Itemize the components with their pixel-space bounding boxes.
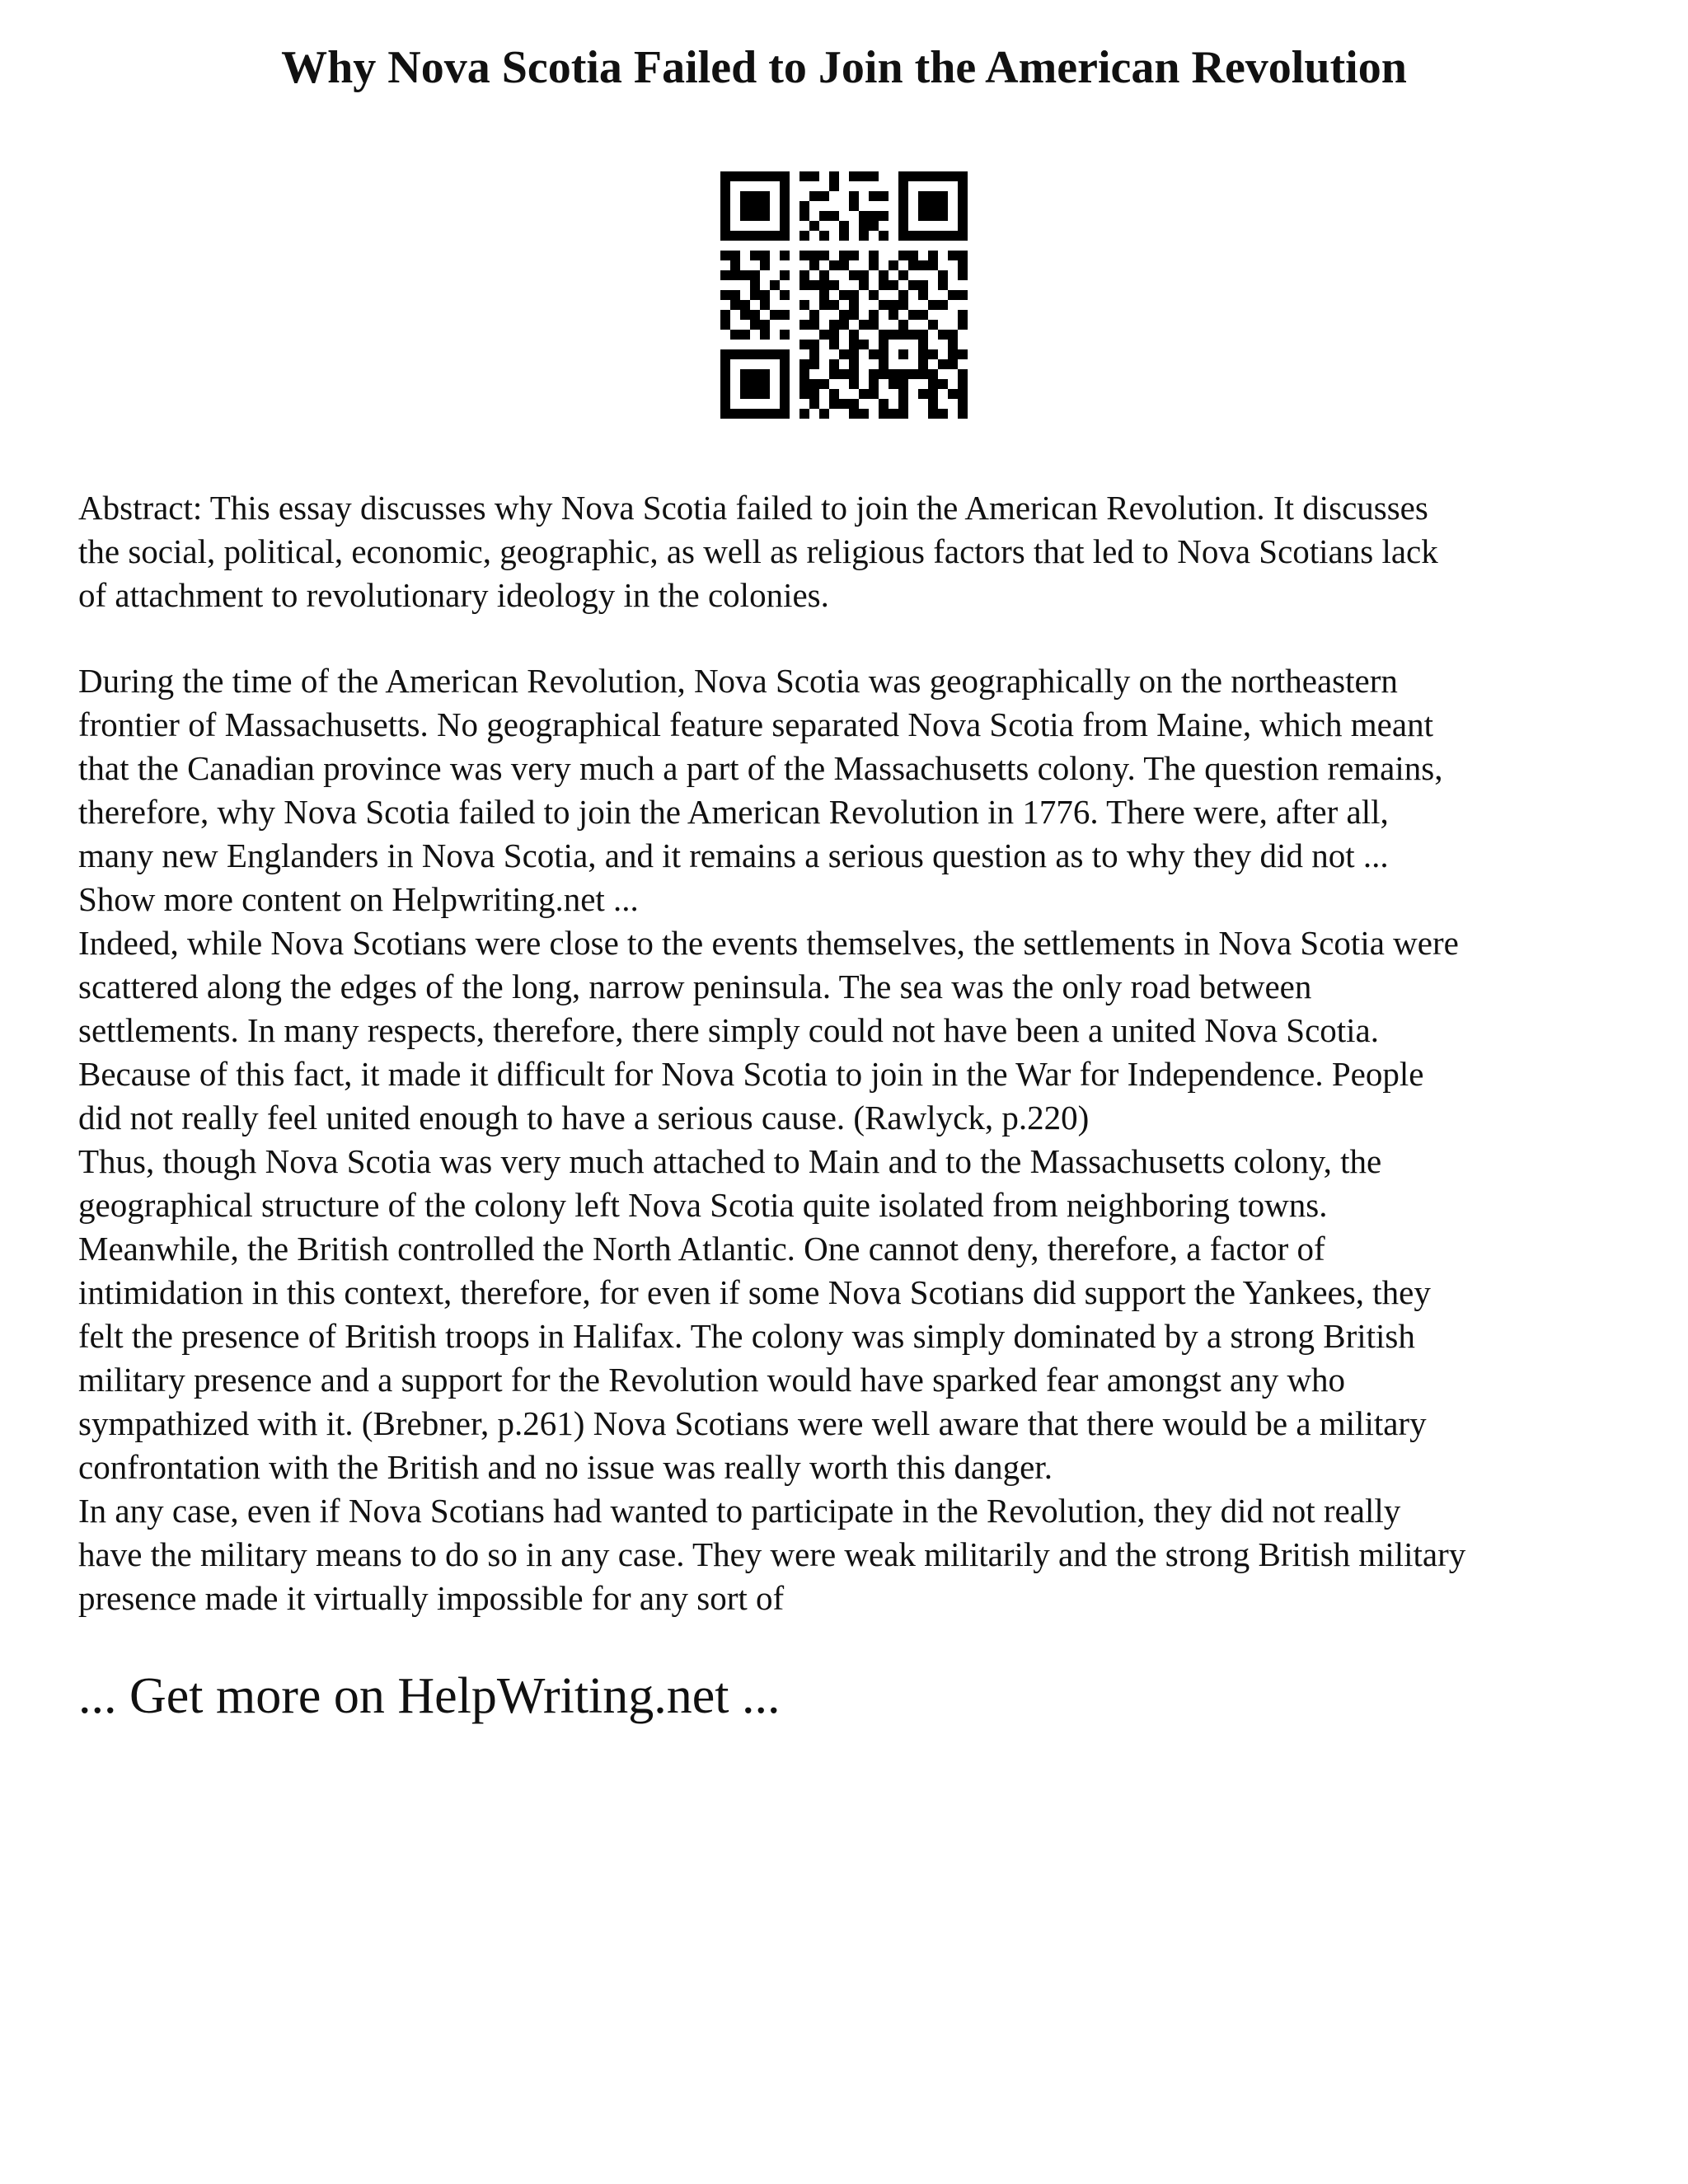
essay-line: many new Englanders in Nova Scotia, and it remains a serious question as to why they did not ... [78, 837, 1389, 874]
abstract-line: of attachment to revolutionary ideology in the colonies. [78, 576, 829, 614]
page-title: Why Nova Scotia Failed to Join the American Revolution [281, 42, 1407, 93]
abstract-line: the social, political, economic, geographic, as well as religious factors that led to Nova Scotians lack [78, 532, 1438, 570]
get-more-link[interactable]: ... Get more on HelpWriting.net ... [78, 1668, 781, 1724]
essay-line: confrontation with the British and no issue was really worth this danger. [78, 1448, 1053, 1486]
essay-line: Because of this fact, it made it difficult for Nova Scotia to join in the War for Independence. People [78, 1055, 1424, 1093]
essay-line: During the time of the American Revolution, Nova Scotia was geographically on the northeastern [78, 662, 1398, 700]
essay-line: frontier of Massachusetts. No geographical feature separated Nova Scotia from Maine, which meant [78, 705, 1433, 743]
essay-line: that the Canadian province was very much a part of the Massachusetts colony. The question remains, [78, 749, 1443, 787]
essay-line: sympathized with it. (Brebner, p.261) Nova Scotians were well aware that there would be a military [78, 1404, 1427, 1442]
essay-body [78, 659, 1661, 1620]
essay-line: felt the presence of British troops in Halifax. The colony was simply dominated by a strong British [78, 1317, 1415, 1355]
essay-line: military presence and a support for the Revolution would have sparked fear amongst any who [78, 1361, 1346, 1399]
essay-line: settlements. In many respects, therefore, there simply could not have been a united Nova Scotia. [78, 1011, 1379, 1049]
essay-line: therefore, why Nova Scotia failed to join the American Revolution in 1776. There were, after all, [78, 793, 1389, 831]
abstract-line: Abstract: This essay discusses why Nova Scotia failed to join the American Revolution. It discusses [78, 489, 1428, 527]
essay-line: In any case, even if Nova Scotians had wanted to participate in the Revolution, they did not really [78, 1492, 1401, 1530]
show-more-link[interactable]: Show more content on Helpwriting.net ... [78, 880, 639, 918]
essay-line: presence made it virtually impossible for any sort of [78, 1579, 785, 1617]
essay-line: scattered along the edges of the long, narrow peninsula. The sea was the only road between [78, 968, 1312, 1005]
essay-line: Meanwhile, the British controlled the North Atlantic. One cannot deny, therefore, a factor of [78, 1230, 1325, 1268]
essay-line: have the military means to do so in any case. They were weak militarily and the strong British military [78, 1535, 1466, 1573]
abstract-paragraph [78, 486, 1661, 617]
essay-line: Indeed, while Nova Scotians were close to the events themselves, the settlements in Nova Scotia were [78, 924, 1459, 962]
essay-line: intimidation in this context, therefore, for even if some Nova Scotians did support the Yankees, they [78, 1273, 1431, 1311]
essay-line: Thus, though Nova Scotia was very much attached to Main and to the Massachusetts colony, the [78, 1142, 1382, 1180]
essay-line: geographical structure of the colony left Nova Scotia quite isolated from neighboring towns. [78, 1186, 1328, 1224]
qr-code-graphic [720, 171, 968, 419]
qr-code-icon [720, 171, 968, 419]
essay-line: did not really feel united enough to have a serious cause. (Rawlyck, p.220) [78, 1099, 1090, 1137]
